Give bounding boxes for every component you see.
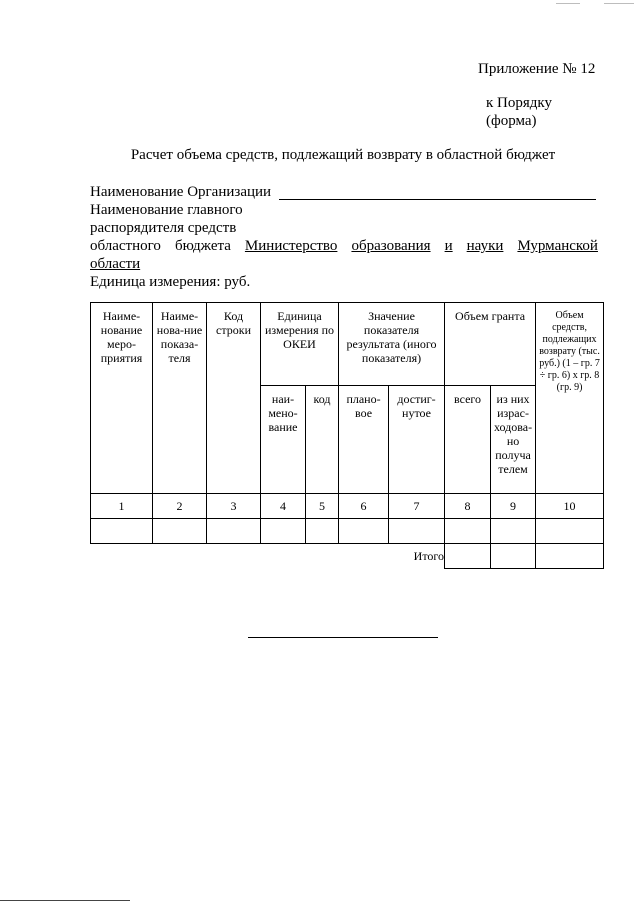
total-grant-cell[interactable] xyxy=(445,544,491,569)
header-unit-okei: Единица измерения по ОКЕИ xyxy=(261,303,339,386)
ministry-word-5: Мурманской xyxy=(517,238,598,254)
total-label: Итого xyxy=(413,549,445,564)
column-number: 2 xyxy=(153,494,207,519)
header-unit-name: наи-мено-вание xyxy=(261,386,306,494)
document-title: Расчет объема средств, подлежащий возврату в областной бюджет xyxy=(130,147,556,163)
table-cell[interactable] xyxy=(306,519,339,544)
table-cell[interactable] xyxy=(491,519,536,544)
column-number: 9 xyxy=(491,494,536,519)
manager-row xyxy=(90,237,598,255)
table-cell[interactable] xyxy=(207,519,261,544)
ministry-word-4: науки xyxy=(466,238,504,254)
table-cell[interactable] xyxy=(91,519,153,544)
table-cell[interactable] xyxy=(153,519,207,544)
header-achieved: достиг-нутое xyxy=(389,386,445,494)
bottom-edge-line xyxy=(0,900,130,901)
table-cell[interactable] xyxy=(389,519,445,544)
total-row xyxy=(91,544,604,569)
top-edge-line-1 xyxy=(556,3,580,4)
table-cell[interactable] xyxy=(445,519,491,544)
table-cell[interactable] xyxy=(339,519,389,544)
column-number: 1 xyxy=(91,494,153,519)
column-number-row xyxy=(91,494,604,519)
header-planned: плано-вое xyxy=(339,386,389,494)
form-label: (форма) xyxy=(486,113,537,129)
unit-label: Единица измерения: руб. xyxy=(90,274,251,290)
header-indicator-value: Значение показателя результата (иного показателя) xyxy=(339,303,445,386)
manager-label-line1: Наименование главного xyxy=(90,202,243,218)
table-cell[interactable] xyxy=(261,519,306,544)
column-number: 10 xyxy=(536,494,604,519)
org-row xyxy=(90,183,598,201)
ministry-end: области xyxy=(90,256,141,272)
org-label: Наименование Организации xyxy=(90,184,272,200)
ministry-word-3: и xyxy=(444,238,453,254)
header-grant-volume: Объем гранта xyxy=(445,303,536,386)
total-refund-cell[interactable] xyxy=(536,544,604,569)
header-unit-code: код xyxy=(306,386,339,494)
top-edge-line-2 xyxy=(604,3,634,4)
header-event-name: Наиме-нование меро-приятия xyxy=(91,303,153,494)
column-number: 4 xyxy=(261,494,306,519)
budget-word-2: бюджета xyxy=(174,238,231,254)
ministry-end-row xyxy=(90,255,598,273)
order-line: к Порядку xyxy=(486,95,552,111)
signature-line xyxy=(248,637,438,638)
table-row xyxy=(91,519,604,544)
header-refund-volume: Объем средств, подлежащих возврату (тыс. руб.) (1 – гр. 7 ÷ гр. 6) х гр. 8 (гр. 9) xyxy=(536,303,604,494)
budget-word-1: областного xyxy=(90,238,161,254)
column-number: 7 xyxy=(389,494,445,519)
header-grant-total: всего xyxy=(445,386,491,494)
info-block xyxy=(90,183,598,291)
column-number: 8 xyxy=(445,494,491,519)
total-spent-cell[interactable] xyxy=(491,544,536,569)
header-grant-spent: из них израс-ходова-но получа телем xyxy=(491,386,536,494)
ministry-word-2: образования xyxy=(351,238,431,254)
appendix-number: Приложение № 12 xyxy=(478,61,596,77)
column-number: 5 xyxy=(306,494,339,519)
header-line-code: Код строки xyxy=(207,303,261,494)
header-indicator-name: Наиме-нова-ние показа-теля xyxy=(153,303,207,494)
table-cell[interactable] xyxy=(536,519,604,544)
manager-label-line2: распорядителя средств xyxy=(90,220,237,236)
header-row-1 xyxy=(91,303,604,386)
org-blank-line[interactable] xyxy=(279,199,596,200)
order-reference xyxy=(486,94,552,130)
column-number: 3 xyxy=(207,494,261,519)
ministry-word-1: Министерство xyxy=(244,238,338,254)
refund-calculation-table xyxy=(90,302,604,569)
column-number: 6 xyxy=(339,494,389,519)
